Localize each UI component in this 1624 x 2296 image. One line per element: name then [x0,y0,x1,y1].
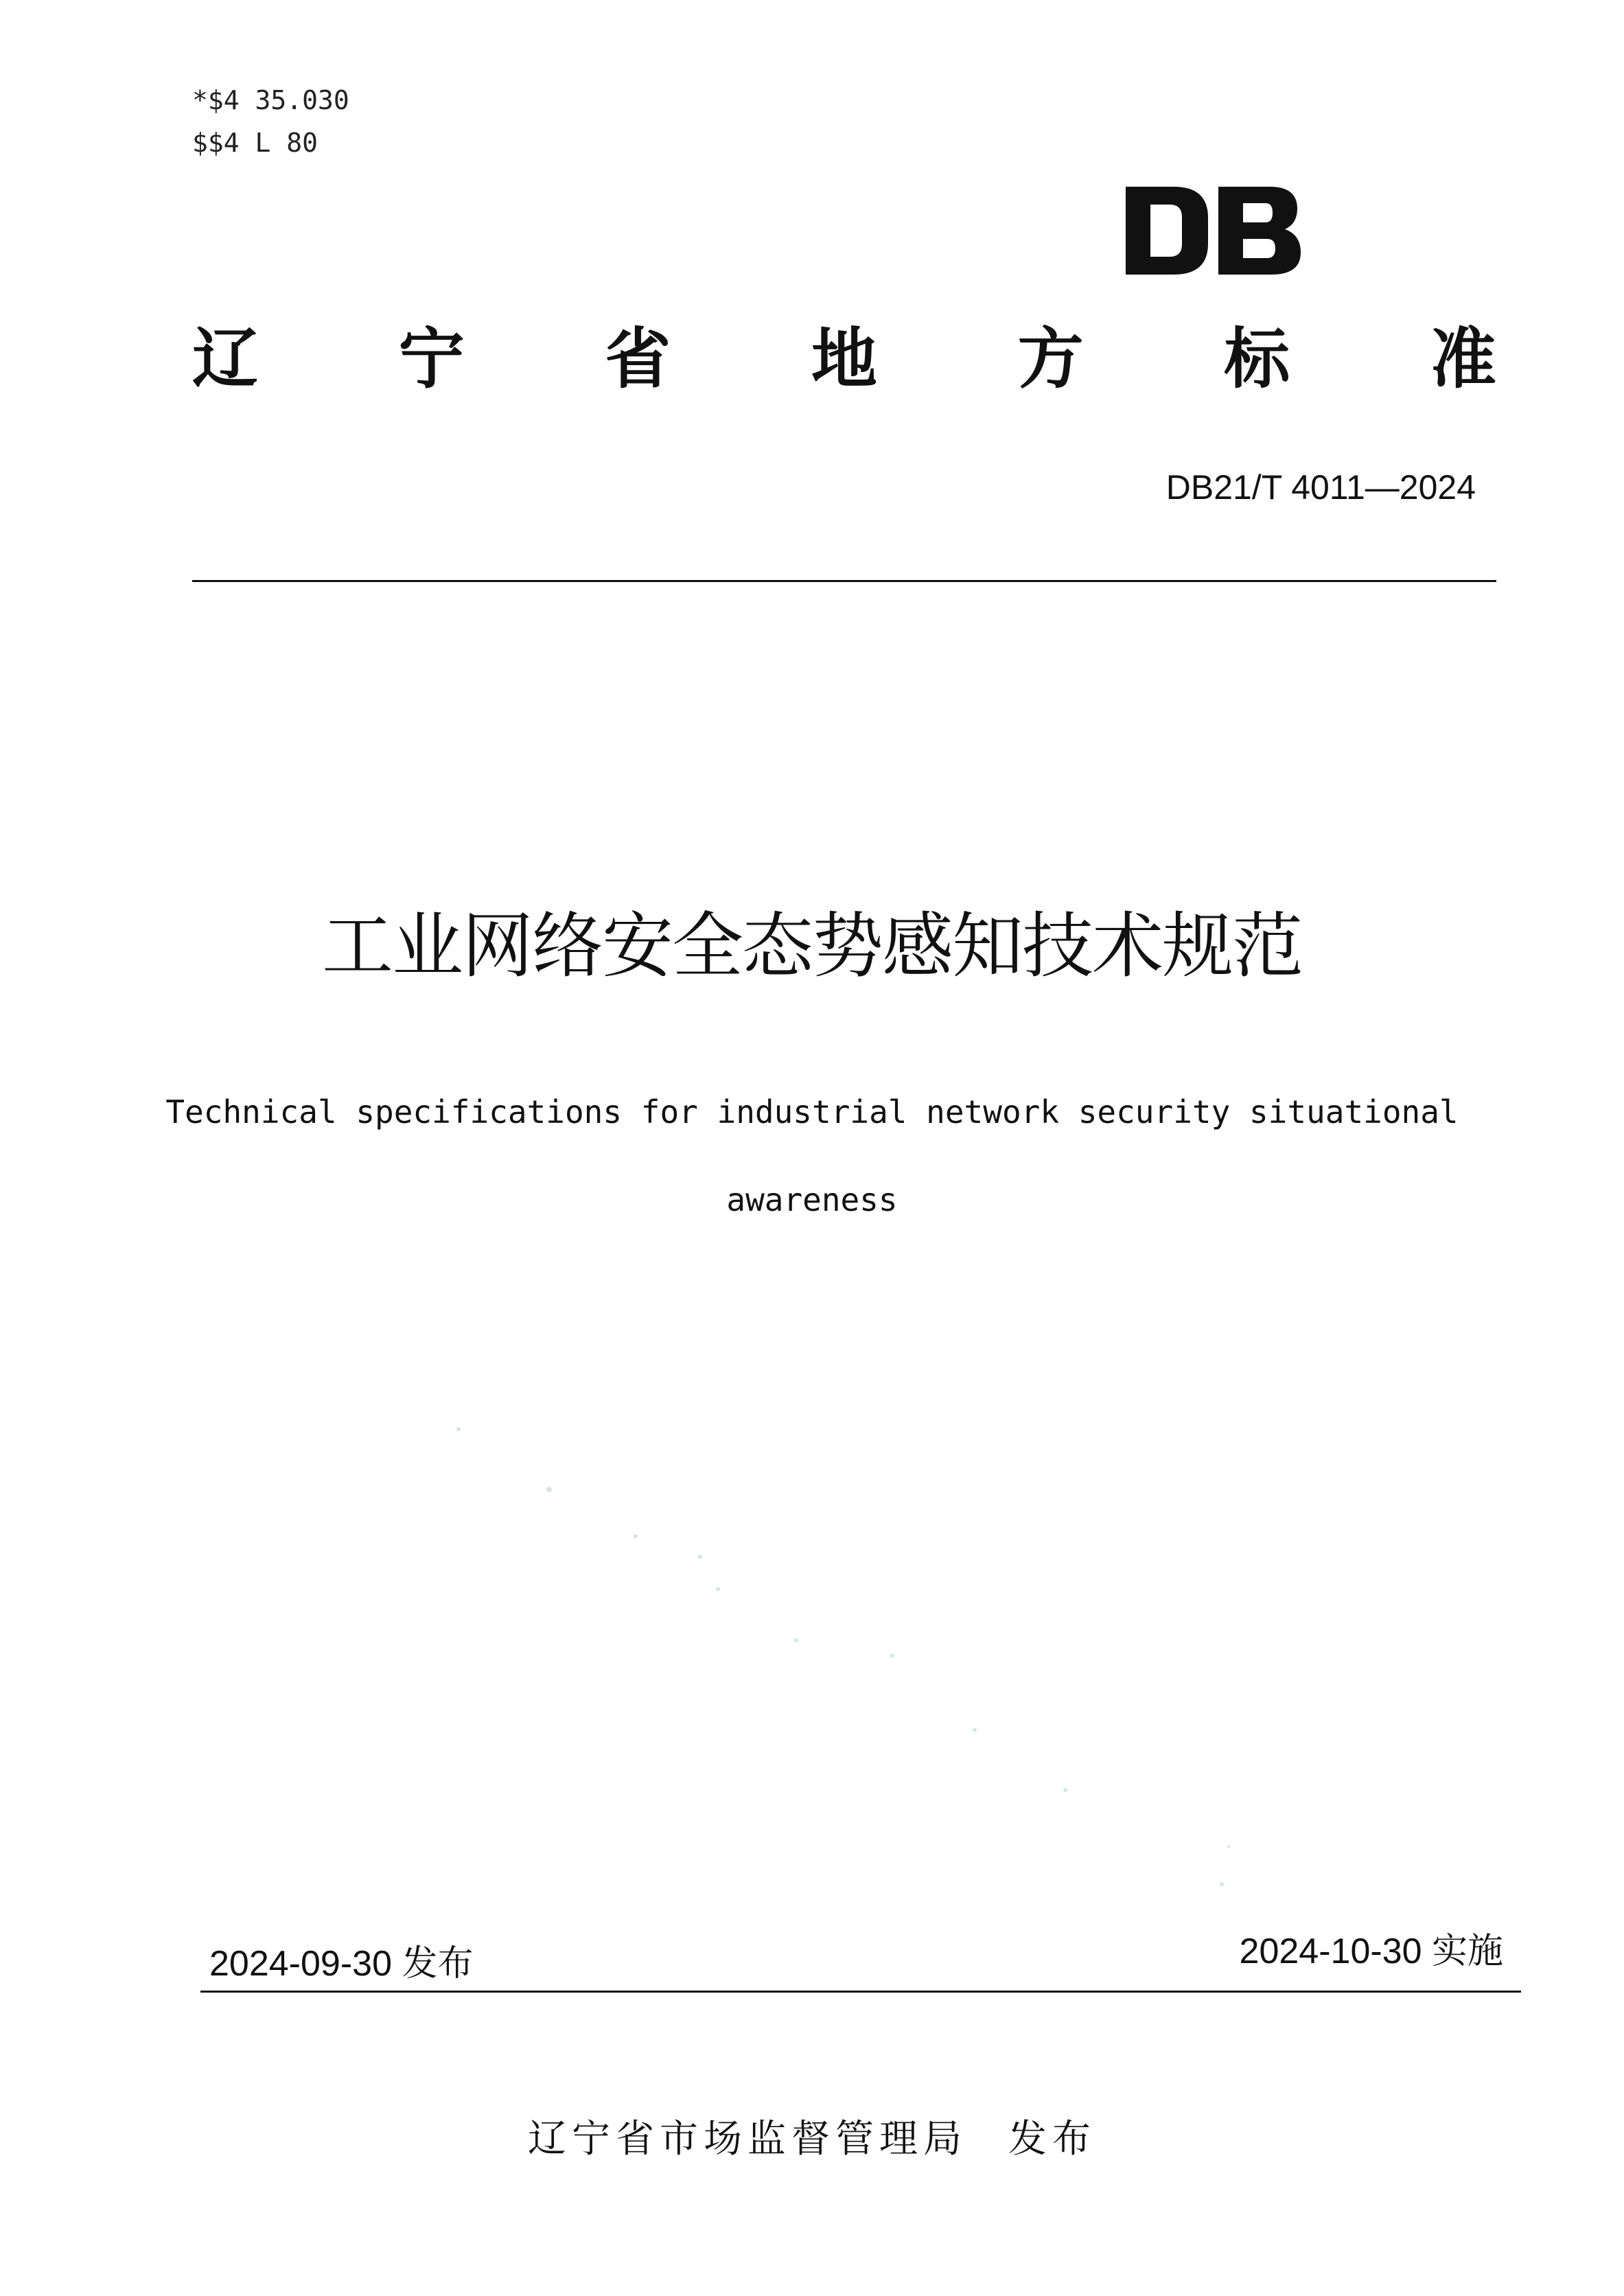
header-divider [192,580,1496,582]
implementation-date: 2024-10-30 实施 [1239,1932,1503,1971]
document-title-en-line1: Technical specifications for industrial network security situational [165,1093,1459,1130]
publisher-name: 辽宁省市场监督管理局 [528,2117,967,2161]
issue-date: 2024-09-30 发布 [209,1944,474,1984]
publisher-line [0,2115,1624,2164]
document-title-en-line2: awareness [726,1181,898,1218]
ccs-code: $$4 L 80 [192,128,318,158]
footer-divider [200,1991,1521,1993]
standard-type-heading [192,321,1496,397]
standard-type-char: 地 [811,321,877,397]
standard-type-char: 方 [1017,321,1084,397]
classification-codes [192,79,349,164]
document-title-zh [0,905,1624,987]
publisher-action: 发布 [1008,2117,1096,2161]
standard-type-char: 宁 [398,321,465,397]
standard-type-char: 省 [605,321,671,397]
db-logo-icon [1126,187,1301,275]
standard-number: DB21/T 4011—2024 [1165,468,1476,507]
ics-code: *$4 35.030 [192,85,349,115]
title-zh-text: 工业网络安全态势感知技术规范 [321,904,1302,988]
standard-type-char: 标 [1224,321,1290,397]
standard-type-char: 辽 [192,321,258,397]
standard-type-char: 准 [1430,321,1496,397]
